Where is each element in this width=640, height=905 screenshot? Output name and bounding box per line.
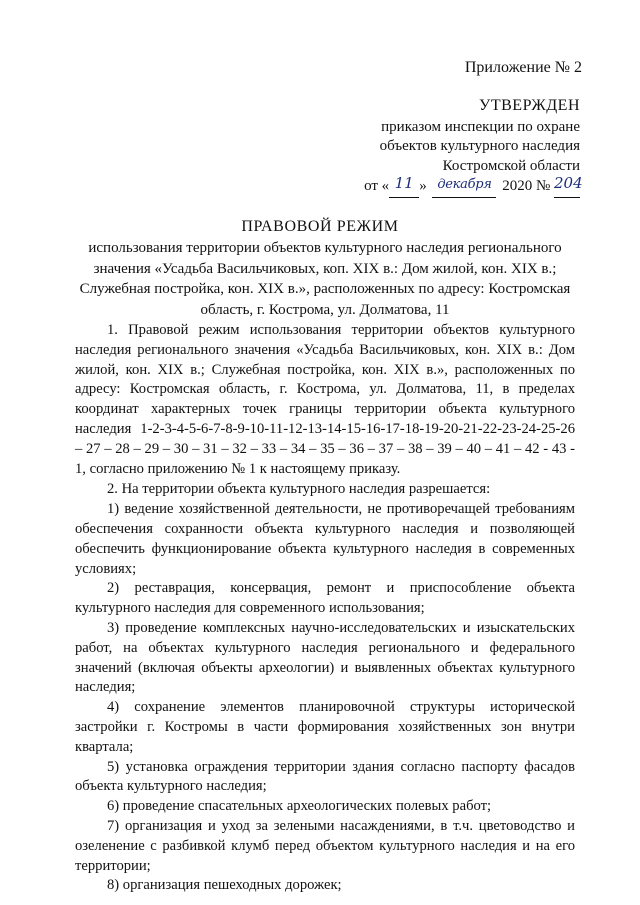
order-line-2: объектов культурного наследия [379, 138, 580, 154]
number-sign: № [535, 178, 551, 194]
order-number-handwritten: 204 [554, 174, 583, 192]
date-month-handwritten: декабря [437, 177, 492, 192]
list-item-5: 5) установка ограждения территории здания согласно паспорту фасадов объекта культурного наследия; [75, 758, 575, 795]
date-year: 2020 [502, 178, 533, 194]
list-item-3: 3) проведение комплексных научно-исследовательских и изыскательских работ, на объектах культурного наследия регионального и федерального значений (включая объекты археологии) и выявленных объектах культурного наследия; [75, 619, 575, 696]
date-day-handwritten: 11 [394, 174, 414, 192]
order-number-field [554, 174, 583, 198]
document-body [75, 321, 575, 896]
list-item-6: 6) проведение спасательных археологических полевых работ; [107, 798, 492, 815]
approved-heading: УТВЕРЖДЕН [479, 97, 580, 114]
date-day-field [389, 176, 419, 198]
order-line-1: приказом инспекции по охране [381, 118, 580, 135]
list-item-8: 8) организация пешеходных дорожек; [107, 877, 342, 894]
list-item-2: 2) реставрация, консервация, ремонт и приспособление объекта культурного наследия для современного использования; [75, 580, 575, 617]
document-subtitle: использования территории объектов культурного наследия регионального значения «Усадьба Васильчиковых, коп. XIX в.: Дом жилой, кон. XIX в.; Служебная постройка, кон. XIX в.», расположенных по адресу: Костромская область, г. Кострома, ул. Долматова, 11 [79, 240, 571, 318]
date-month-field [432, 177, 496, 198]
paragraph-1: 1. Правовой режим использования территории объектов культурного наследия регионального значения «Усадьба Васильчиковых, кон. XIX в.: Дом жилой, кон. XIX в.; Служебная постройка, кон. XIX в.», расположенных по адресу: Костромская область, г. Кострома, ул. Долматова, 11, в пределах координат характерных точек границы территории объекта культурного наследия 1-2-3-4-5-6-7-8-9-10-11-12-13-14-15-16-17-18-19-20-21-22-23-24-25-26 – 27 – 28 – 29 – 30 – 31 – 32 – 33 – 34 – 35 – 36 – 37 – 38 – 39 – 40 – 41 – 42 - 43 - 1, согласно приложению № 1 к настоящему приказу. [75, 322, 575, 477]
date-prefix: от « [364, 178, 390, 194]
paragraph-2: 2. На территории объекта культурного наследия разрешается: [107, 481, 491, 498]
list-item-1: 1) ведение хозяйственной деятельности, не противоречащей требованиям обеспечения сохранности объекта культурного наследия и позволяющей обеспечить функционирование объекта культурного наследия в современных условиях; [75, 501, 575, 577]
order-date-line [364, 174, 583, 198]
appendix-label: Приложение № 2 [464, 59, 582, 76]
list-item-4: 4) сохранение элементов планировочной структуры исторической застройки г. Костромы в части формирования хозяйственных зон внутри квартала; [75, 699, 575, 755]
date-mid: » [419, 178, 427, 194]
list-item-7: 7) организация и уход за зелеными насаждениями, в т.ч. цветоводство и озеленение с разбивкой клумб перед объектом культурного наследия и на его территории; [75, 817, 575, 874]
order-line-3: Костромской области [442, 157, 580, 174]
approval-block [364, 96, 583, 198]
document-title: ПРАВОВОЙ РЕЖИМ [241, 218, 399, 235]
